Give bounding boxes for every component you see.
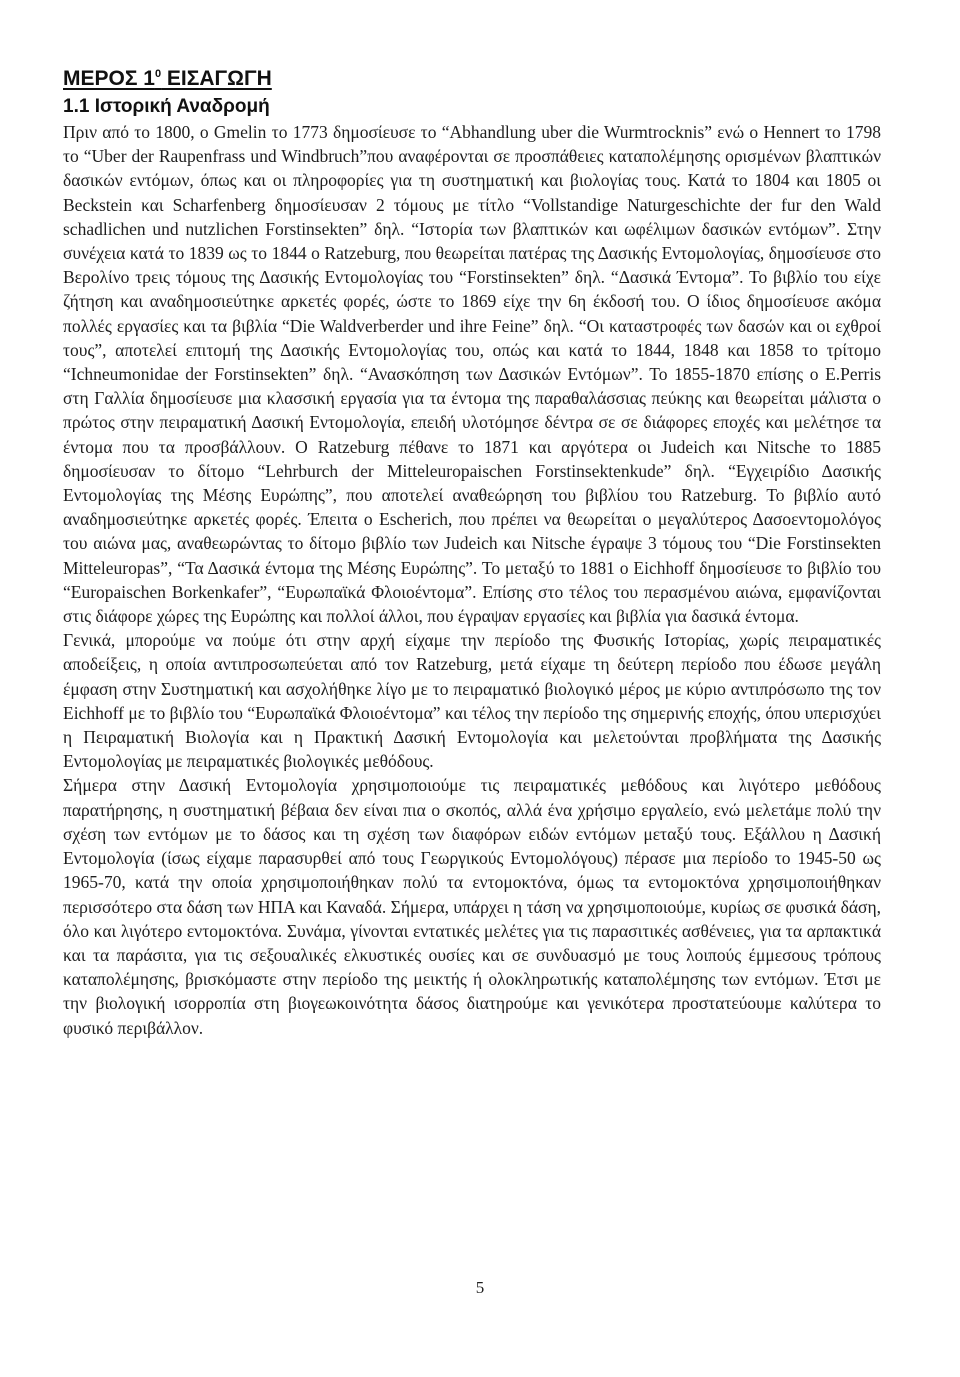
paragraph-today: Σήμερα στην Δασική Εντομολογία χρησιμοποιούμε τις πειραματικές μεθόδους και λιγότερο μεθόδους παρατήρησης, η συστηματική βέβαια δεν είναι πια ο σκοπός, αλλά ένα χρήσιμο εργαλείο, ενώ μελετάμε πολύ την σχέση των εντόμων με το δάσος και τη σχέση των διαφόρων ειδών εντόμων μεταξύ τους. Εξάλλου η Δασική Εντομολογία (ίσως είχαμε παρασυρθεί από τους Γεωργικούς Εντομολόγους) πέρασε μια περίοδο το 1945-50 ως 1965-70, κατά την οποία χρησιμοποιήθηκαν πολύ τα εντομοκτόνα, όμως τα εντομοκτόνα χρησιμοποιήθηκαν περισσότερο στα δάση των ΗΠΑ και Καναδά. Σήμερα, υπάρχει η τάση να χρησιμοποιούμε, κυρίως σε φυσικά δάση, όλο και λιγότερο εντομοκτόνα. Συνάμα, γίνονται εντατικές μελέτες για τις παρασιτικές ασθένειες, για τα αρπακτικά και τα παράσιτα, για τις σεξουαλικές ελκυστικές ουσίες και σε συνδυασμό με τους λοιπούς έμμεσους τρόπους καταπολέμησης, βρισκόμαστε στην περίοδο της μεικτής ή ολοκληρωτικής καταπολέμησης των εντόμων. Έτσι με την βιολογική ισορροπία στη βιογεωκοινότητα δάσος διατηρούμε και γενικότερα προστατεύουμε καλύτερα το φυσικό περιβάλλον. bbox=[63, 775, 881, 1038]
paragraph-periods: Γενικά, μπορούμε να πούμε ότι στην αρχή είχαμε την περίοδο της Φυσικής Ιστορίας, χωρίς πειραματικές αποδείξεις, η οποία αντιπροσωπεύεται από τον Ratzeburg, μετά είχαμε τη δεύτερη περίοδο που έδωσε μεγάλη έμφαση στην Συστηματική και ασχολήθηκε λίγο με το πειραματικό βιολογικό μέρος με κύριο αντιπρόσωπο της τον Eichhoff με το βιβλίο του “Ευρωπαϊκά Φλοιοέντομα” και τέλος την περίοδο της σημερινής εποχής, όπου υπερισχύει η Πειραματική Βιολογία και η Πρακτική Δασική Εντομολογία και μελετούνται προβλήματα της Δασικής Εντομολογίας με πειραματικές βιολογικές μεθόδους. bbox=[63, 630, 881, 772]
part-heading-label: ΜΕΡΟΣ 1 bbox=[63, 67, 155, 90]
paragraph-history: Πριν από το 1800, ο Gmelin το 1773 δημοσίευσε το “Abhandlung uber die Wurmtrocknis” ενώ ο Hennert το 1798 το “Uber der Raupenfrass und Windbruch”που αναφέρονται σε προσπάθειες καταπολέμησης ορισμένων βλαπτικών δασικών εντόμων, όπως και οι πληροφορίες για τη συστηματική και βιολογίας τους. Κατά το 1804 και 1805 οι Beckstein και Scharfenberg δημοσίευσαν 2 τόμους με τίτλο “Vollstandige Naturgeschichte der fur den Wald schadlichen und nutzlichen Forstinsekten” δηλ. “Ιστορία των βλαπτικών και ωφέλιμων δασικών εντόμων”. Στην συνέχεια κατά το 1839 ως το 1844 ο Ratzeburg, που θεωρείται πατέρας της Δασικής Εντομολογίας, δημοσίευσε στο Βερολίνο τρεις τόμους της Δασικής Εντομολογίας του “Forstinsekten” δηλ. “Δασικά Έντομα”. Το βιβλίο του είχε ζήτηση και αναδημοσιεύτηκε αρκετές φορές, ώστε το 1869 είχε την 6η έκδοσή του. Ο ίδιος δημοσίευσε ακόμα πολλές εργασίες και τα βιβλία “Die Waldverberder und ihre Feine” δηλ. “Οι καταστροφές των δασών και οι εχθροί τους”, αποτελεί επιτομή της Δασικής Εντομολογίας του, οπώς και κατά το 1844, 1848 και 1858 το τρίτομο “Ichneumonidae der Forstinsekten” δηλ. “Ανασκόπηση των Δασικών Εντόμων”. Το 1855-1870 επίσης ο E.Perris στη Γαλλία δημοσίευσε μια κλασσική εργασία για τα έντομα της παραθαλάσσιας πεύκης και θεωρείται μάλιστα ο πρώτος στην πειραματική Δασική Εντομολογία, επειδή υλοτόμησε δέντρα σε σε διάφορες εποχές και μελέτησε τα έντομα που τα προσβάλλουν. Ο Ratzeburg πέθανε το 1871 και αργότερα οι Judeich και Nitsche το 1885 δημοσίευσαν το δίτομο “Lehrburch der Mitteleuropaischen Forstinsektenkude” δηλ. “Εγχειρίδιο Δασικής Εντομολογίας της Μέσης Ευρώπης”, που αποτελεί αναθεώρηση του βιβλίου του Ratzeburg. Το βιβλίο αυτό αναδημοσιεύτηκε αρκετές φορές. Έπειτα ο Escherich, που πρέπει να θεωρείται ο μεγαλύτερος Δασοεντομολόγος του αιώνα μας, αναθεωρώντας το δίτομο βιβλίο των Judeich και Nitsche έγραψε 3 τόμους του “Die Forstinsekten Mitteleuropas”, “Τα Δασικά έντομα της Μέσης Ευρώπης”. Το μεταξύ το 1881 ο Eichhoff δημοσίευσε το βιβλίο του “Europaischen Borkenkafer”, “Ευρωπαϊκά Φλοιοέντομα”. Επίσης στο τέλος του περασμένου αιώνα, εμφανίζονται στις διάφορε χώρες της Ευρώπης και πολλοί άλλοι, που έγραψαν εργασίες και βιβλία για δασικά έντομα. bbox=[63, 122, 881, 627]
part-heading-superscript: 0 bbox=[154, 68, 162, 80]
document-page bbox=[63, 66, 881, 1040]
part-heading bbox=[63, 66, 881, 92]
part-heading-title: ΕΙΣΑΓΩΓΗ bbox=[161, 67, 272, 90]
section-heading: 1.1 Ιστορική Αναδρομή bbox=[63, 96, 270, 117]
page-number: 5 bbox=[475, 1278, 485, 1297]
